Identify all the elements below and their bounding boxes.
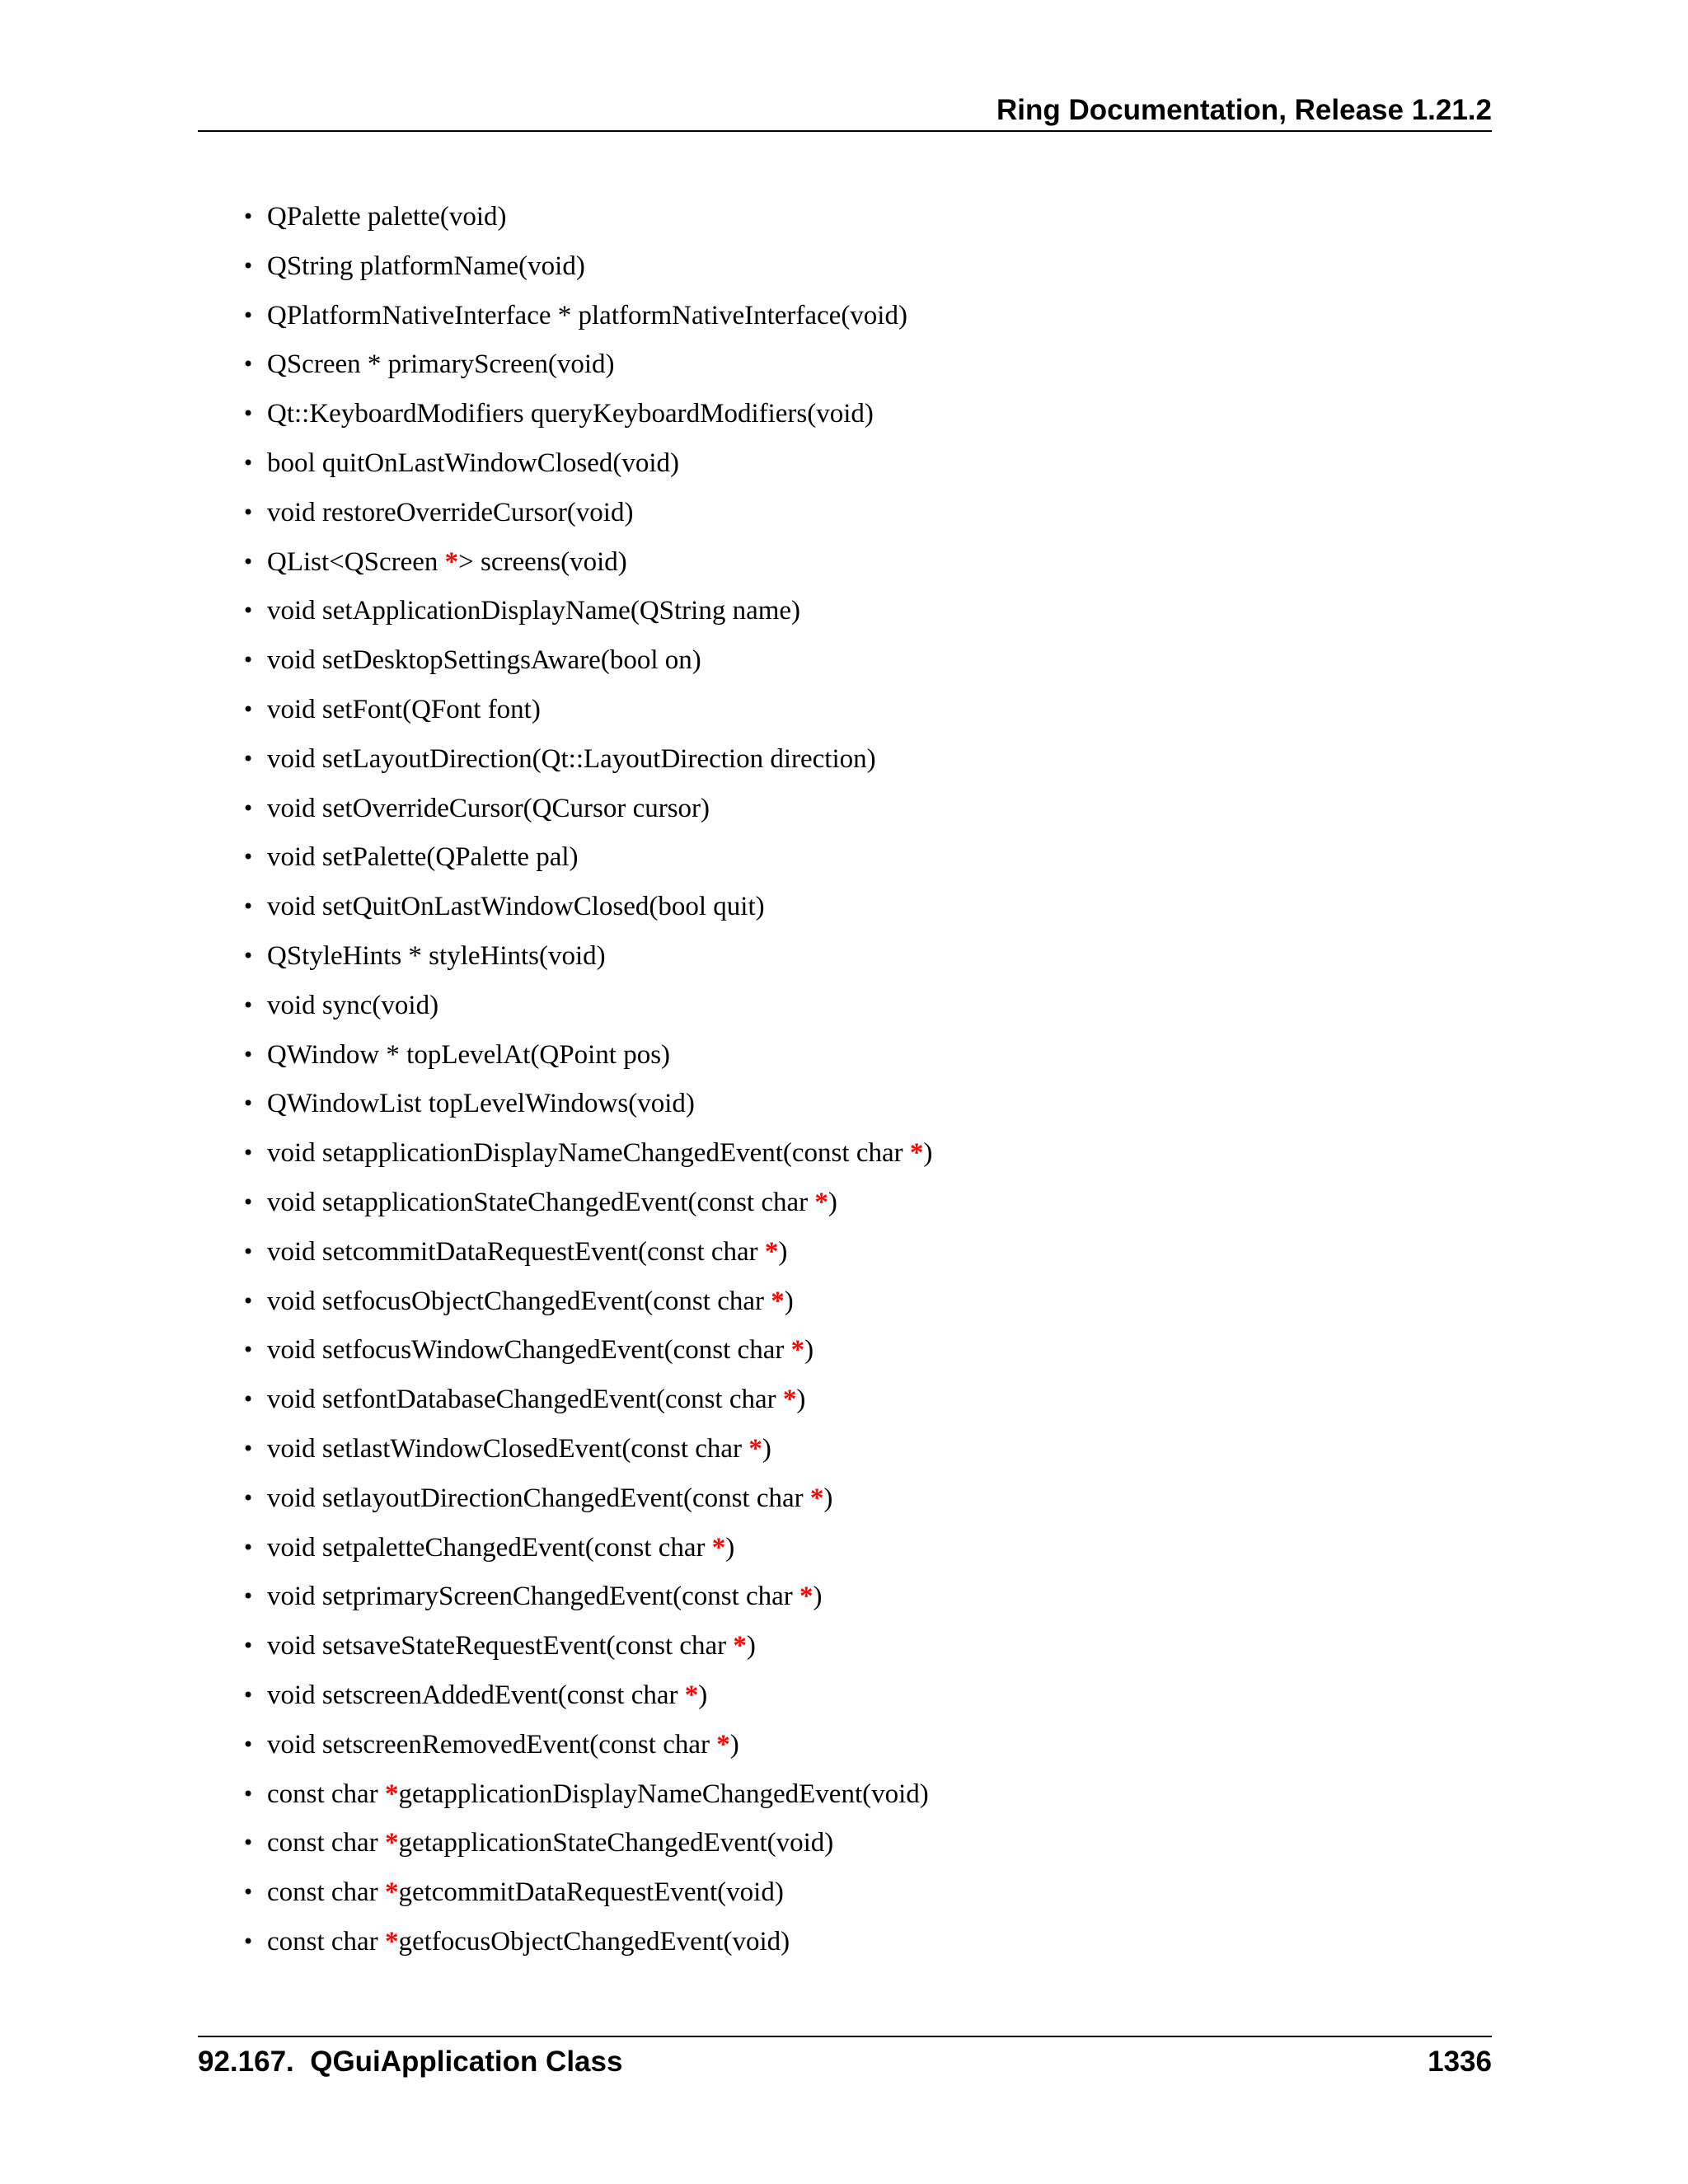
list-item — [242, 1873, 784, 1911]
method-signature-text: void setapplicationStateChangedEvent(const char — [267, 1188, 815, 1217]
bullet-icon: • — [242, 501, 255, 524]
bullet-icon: • — [242, 1388, 255, 1411]
list-item — [242, 1380, 805, 1418]
list-item — [242, 494, 633, 532]
method-signature-text: QStyleHints * styleHints(void) — [267, 941, 606, 971]
list-item — [242, 592, 800, 630]
list-item — [242, 444, 679, 482]
list-item — [242, 1676, 707, 1714]
list-item — [242, 1233, 787, 1271]
method-signature-text: QString platformName(void) — [267, 251, 585, 281]
method-signature-text: ) — [784, 1286, 794, 1316]
bullet-icon: • — [242, 1240, 255, 1263]
list-item — [242, 1085, 695, 1122]
pointer-asterisk: * — [814, 1188, 828, 1217]
method-signature-text: ) — [698, 1680, 708, 1710]
list-item — [242, 1577, 823, 1615]
page-footer — [198, 2036, 1492, 2087]
method-signature-text: QPalette palette(void) — [267, 202, 507, 232]
method-signature-text: const char — [267, 1877, 385, 1907]
list-item — [242, 937, 606, 975]
method-signature-text: void setpaletteChangedEvent(const char — [267, 1533, 712, 1563]
pointer-asterisk: * — [444, 547, 459, 577]
method-signature-text: QScreen * primaryScreen(void) — [267, 349, 615, 379]
method-signature-text: ) — [746, 1631, 756, 1661]
bullet-icon: • — [242, 205, 255, 228]
bullet-icon: • — [242, 255, 255, 278]
bullet-icon: • — [242, 1487, 255, 1510]
pointer-asterisk: * — [384, 1927, 399, 1957]
bullet-icon: • — [242, 797, 255, 820]
bullet-icon: • — [242, 1831, 255, 1854]
list-item — [242, 1183, 837, 1221]
pointer-asterisk: * — [799, 1582, 814, 1611]
bullet-icon: • — [242, 599, 255, 622]
list-item — [242, 838, 579, 876]
method-signature-text: void setFont(QFont font) — [267, 695, 541, 724]
method-signature-text: ) — [804, 1335, 814, 1365]
list-item — [242, 1282, 794, 1320]
bullet-icon: • — [242, 748, 255, 771]
method-signature-text: void setscreenRemovedEvent(const char — [267, 1730, 717, 1760]
method-signature-text: ) — [778, 1237, 788, 1267]
method-signature-text: > screens(void) — [458, 547, 627, 577]
method-signature-text: bool quitOnLastWindowClosed(void) — [267, 448, 680, 478]
bullet-icon: • — [242, 1092, 255, 1115]
bullet-icon: • — [242, 1684, 255, 1707]
bullet-icon: • — [242, 698, 255, 721]
list-item — [242, 1775, 929, 1813]
method-signature-text: void setPalette(QPalette pal) — [267, 842, 579, 872]
bullet-icon: • — [242, 353, 255, 376]
method-signature-text: const char — [267, 1779, 385, 1809]
method-signature-text: void setOverrideCursor(QCursor cursor) — [267, 794, 710, 823]
pointer-asterisk: * — [711, 1533, 726, 1563]
pointer-asterisk: * — [733, 1631, 747, 1661]
method-signature-text: void restoreOverrideCursor(void) — [267, 498, 634, 527]
method-signature-text: void setlastWindowClosedEvent(const char — [267, 1434, 749, 1464]
method-signature-text: getapplicationDisplayNameChangedEvent(void) — [398, 1779, 929, 1809]
list-item — [242, 1134, 932, 1172]
pointer-asterisk: * — [684, 1680, 699, 1710]
list-item — [242, 740, 876, 778]
method-signature-text: const char — [267, 1828, 385, 1858]
list-item — [242, 641, 701, 679]
method-signature-text: ) — [828, 1188, 837, 1217]
bullet-icon: • — [242, 846, 255, 869]
bullet-icon: • — [242, 1536, 255, 1559]
pointer-asterisk: * — [384, 1779, 399, 1809]
pointer-asterisk: * — [782, 1385, 797, 1414]
bullet-icon: • — [242, 304, 255, 327]
list-item — [242, 691, 541, 729]
method-signature-text: ) — [762, 1434, 771, 1464]
method-signature-text: QWindow * topLevelAt(QPoint pos) — [267, 1040, 671, 1070]
bullet-icon: • — [242, 994, 255, 1017]
method-signature-text: void setLayoutDirection(Qt::LayoutDirection direction) — [267, 744, 876, 774]
list-item — [242, 1479, 832, 1517]
list-item — [242, 888, 765, 926]
bullet-icon: • — [242, 1141, 255, 1165]
pointer-asterisk: * — [771, 1286, 785, 1316]
pointer-asterisk: * — [716, 1730, 730, 1760]
pointer-asterisk: * — [764, 1237, 779, 1267]
bullet-icon: • — [242, 1290, 255, 1313]
method-signature-text: getfocusObjectChangedEvent(void) — [398, 1927, 790, 1957]
pointer-asterisk: * — [748, 1434, 762, 1464]
method-signature-text: getapplicationStateChangedEvent(void) — [398, 1828, 834, 1858]
document-title: Ring Documentation, Release 1.21.2 — [996, 94, 1492, 126]
bullet-icon: • — [242, 1881, 255, 1904]
list-item — [242, 1923, 790, 1961]
list-item — [242, 345, 615, 383]
method-signature-text: QList<QScreen — [267, 547, 445, 577]
list-item — [242, 1529, 734, 1567]
method-signature-text: void setcommitDataRequestEvent(const char — [267, 1237, 765, 1267]
method-signature-text: void setsaveStateRequestEvent(const char — [267, 1631, 734, 1661]
list-item — [242, 1627, 756, 1665]
method-signature-text: void setApplicationDisplayName(QString name) — [267, 596, 801, 626]
method-signature-text: void setfontDatabaseChangedEvent(const char — [267, 1385, 783, 1414]
bullet-icon: • — [242, 1585, 255, 1608]
method-signature-text: void setapplicationDisplayNameChangedEvent(const char — [267, 1138, 910, 1168]
bullet-icon: • — [242, 1930, 255, 1953]
list-item — [242, 395, 874, 433]
list-item — [242, 987, 438, 1024]
bullet-icon: • — [242, 402, 255, 425]
method-signature-text: void setlayoutDirectionChangedEvent(const char — [267, 1483, 810, 1513]
list-item — [242, 247, 585, 285]
method-signature-text: void setscreenAddedEvent(const char — [267, 1680, 685, 1710]
method-signature-text: void setDesktopSettingsAware(bool on) — [267, 645, 701, 675]
bullet-icon: • — [242, 895, 255, 918]
method-signature-text: getcommitDataRequestEvent(void) — [398, 1877, 784, 1907]
bullet-icon: • — [242, 1191, 255, 1214]
method-signature-text: ) — [796, 1385, 806, 1414]
method-signature-text: ) — [923, 1138, 933, 1168]
method-signature-text: ) — [813, 1582, 823, 1611]
method-signature-text: QWindowList topLevelWindows(void) — [267, 1089, 695, 1118]
list-item — [242, 543, 627, 581]
method-signature-text: const char — [267, 1927, 385, 1957]
pointer-asterisk: * — [384, 1877, 399, 1907]
bullet-icon: • — [242, 1043, 255, 1066]
method-signature-text: void setfocusObjectChangedEvent(const char — [267, 1286, 771, 1316]
method-signature-text: void setQuitOnLastWindowClosed(bool quit) — [267, 892, 765, 921]
method-signature-text: void sync(void) — [267, 991, 439, 1020]
list-item — [242, 1824, 833, 1862]
page-number: 1336 — [1428, 2046, 1492, 2078]
bullet-icon: • — [242, 1733, 255, 1756]
list-item — [242, 790, 710, 827]
bullet-icon: • — [242, 1634, 255, 1657]
pointer-asterisk: * — [909, 1138, 924, 1168]
method-signature-text: QPlatformNativeInterface * platformNativeInterface(void) — [267, 301, 907, 330]
method-signature-text: ) — [725, 1533, 735, 1563]
pointer-asterisk: * — [809, 1483, 824, 1513]
section-title: 92.167. QGuiApplication Class — [198, 2046, 623, 2078]
list-item — [242, 1036, 670, 1074]
method-signature-text: ) — [729, 1730, 739, 1760]
pointer-asterisk: * — [384, 1828, 399, 1858]
bullet-icon: • — [242, 944, 255, 968]
bullet-icon: • — [242, 1437, 255, 1460]
method-signature-text: void setfocusWindowChangedEvent(const char — [267, 1335, 791, 1365]
bullet-icon: • — [242, 452, 255, 475]
list-item — [242, 1331, 814, 1369]
bullet-icon: • — [242, 649, 255, 672]
method-signature-text: void setprimaryScreenChangedEvent(const char — [267, 1582, 800, 1611]
pointer-asterisk: * — [790, 1335, 805, 1365]
bullet-icon: • — [242, 551, 255, 574]
method-signature-text: ) — [823, 1483, 833, 1513]
list-item — [242, 297, 907, 335]
method-signature-text: Qt::KeyboardModifiers queryKeyboardModifiers(void) — [267, 399, 874, 429]
bullet-icon: • — [242, 1783, 255, 1806]
list-item — [242, 198, 506, 236]
list-item — [242, 1430, 771, 1468]
list-item — [242, 1726, 739, 1764]
bullet-icon: • — [242, 1338, 255, 1361]
